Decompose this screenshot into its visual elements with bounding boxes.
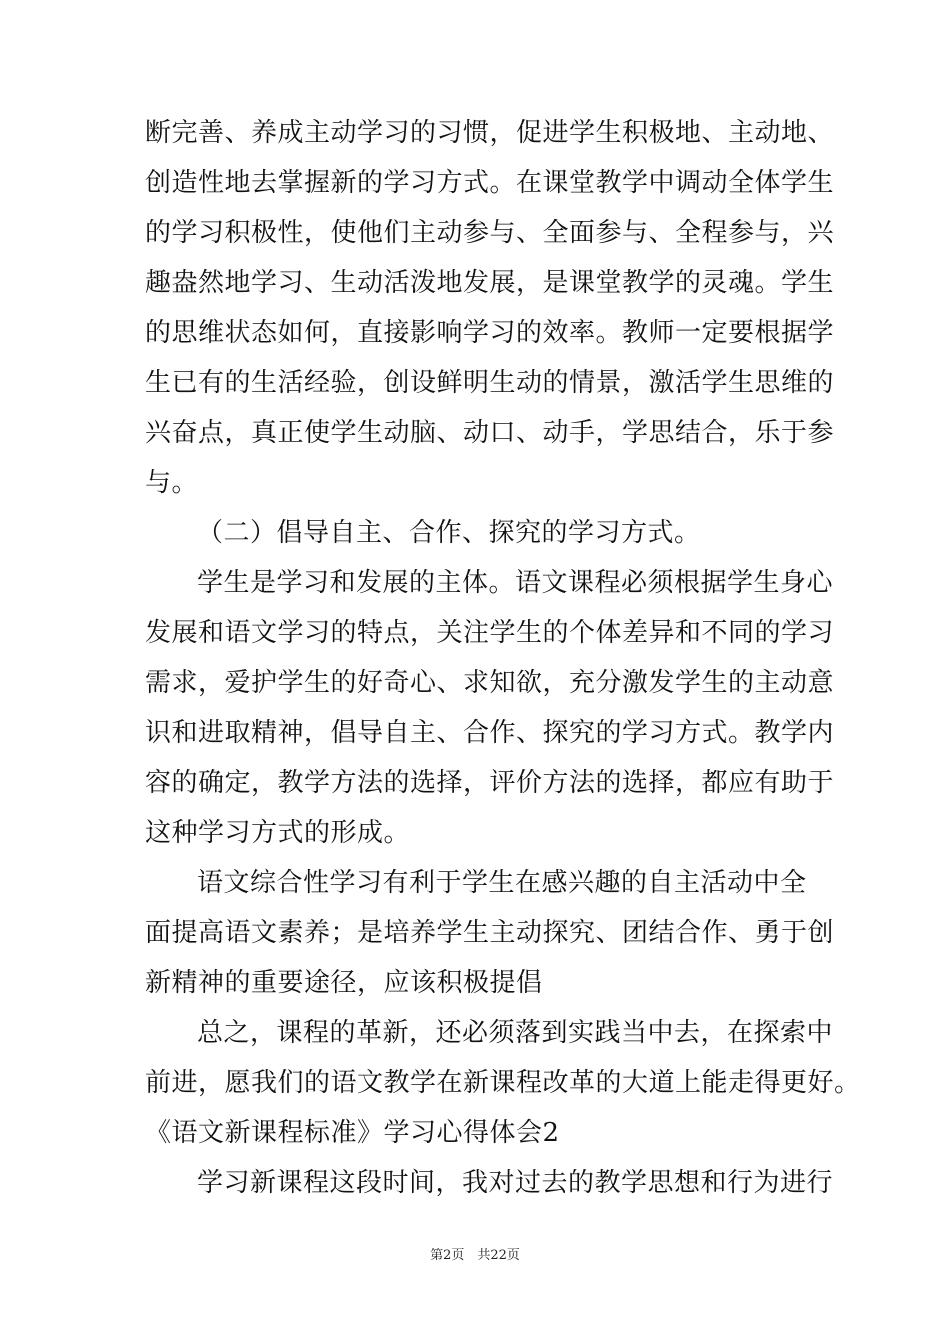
text-line: 语文综合性学习有利于学生在感兴趣的自主活动中全 [197, 868, 807, 898]
page-footer: 第2页 共22页 [430, 1248, 520, 1263]
text-line: 容的确定，教学方法的选择，评价方法的选择，都应有助于 [145, 768, 835, 798]
text-line: 断完善、养成主动学习的习惯，促进学生积极地、主动地、 [145, 118, 835, 148]
text-line: 识和进取精神，倡导自主、合作、探究的学习方式。教学内 [145, 718, 835, 748]
text-line: 的学习积极性，使他们主动参与、全面参与、全程参与，兴 [145, 218, 835, 248]
text-line: 总之，课程的革新，还必须落到实践当中去，在探索中 [197, 1018, 834, 1048]
text-line: 发展和语文学习的特点，关注学生的个体差异和不同的学习 [145, 618, 835, 648]
text-line: 的思维状态如何，直接影响学习的效率。教师一定要根据学 [145, 318, 835, 348]
text-line: 兴奋点，真正使学生动脑、动口、动手，学思结合，乐于参 [145, 418, 835, 448]
text-line: 需求，爱护学生的好奇心、求知欲，充分激发学生的主动意 [145, 668, 835, 698]
text-line: 学生是学习和发展的主体。语文课程必须根据学生身心 [197, 568, 834, 598]
text-line: 前进，愿我们的语文教学在新课程改革的大道上能走得更好。 [145, 1068, 861, 1098]
text-line: 与。 [145, 468, 199, 498]
text-line: 这种学习方式的形成。 [145, 818, 411, 848]
text-line: 学习新课程这段时间，我对过去的教学思想和行为进行 [197, 1168, 834, 1198]
text-line: 生已有的生活经验，创设鲜明生动的情景，激活学生思维的 [145, 368, 835, 398]
text-line: 新精神的重要途径，应该积极提倡 [145, 968, 543, 998]
section-heading: （二）倡导自主、合作、探究的学习方式。 [197, 518, 701, 548]
document-body [145, 108, 861, 1208]
text-line: 趣盎然地学习、生动活泼地发展，是课堂教学的灵魂。学生 [145, 268, 835, 298]
text-line: 创造性地去掌握新的学习方式。在课堂教学中调动全体学生 [145, 168, 835, 198]
text-line: 面提高语文素养；是培养学生主动探究、团结合作、勇于创 [145, 918, 835, 948]
article-title: 《语文新课程标准》学习心得体会2 [145, 1118, 560, 1148]
